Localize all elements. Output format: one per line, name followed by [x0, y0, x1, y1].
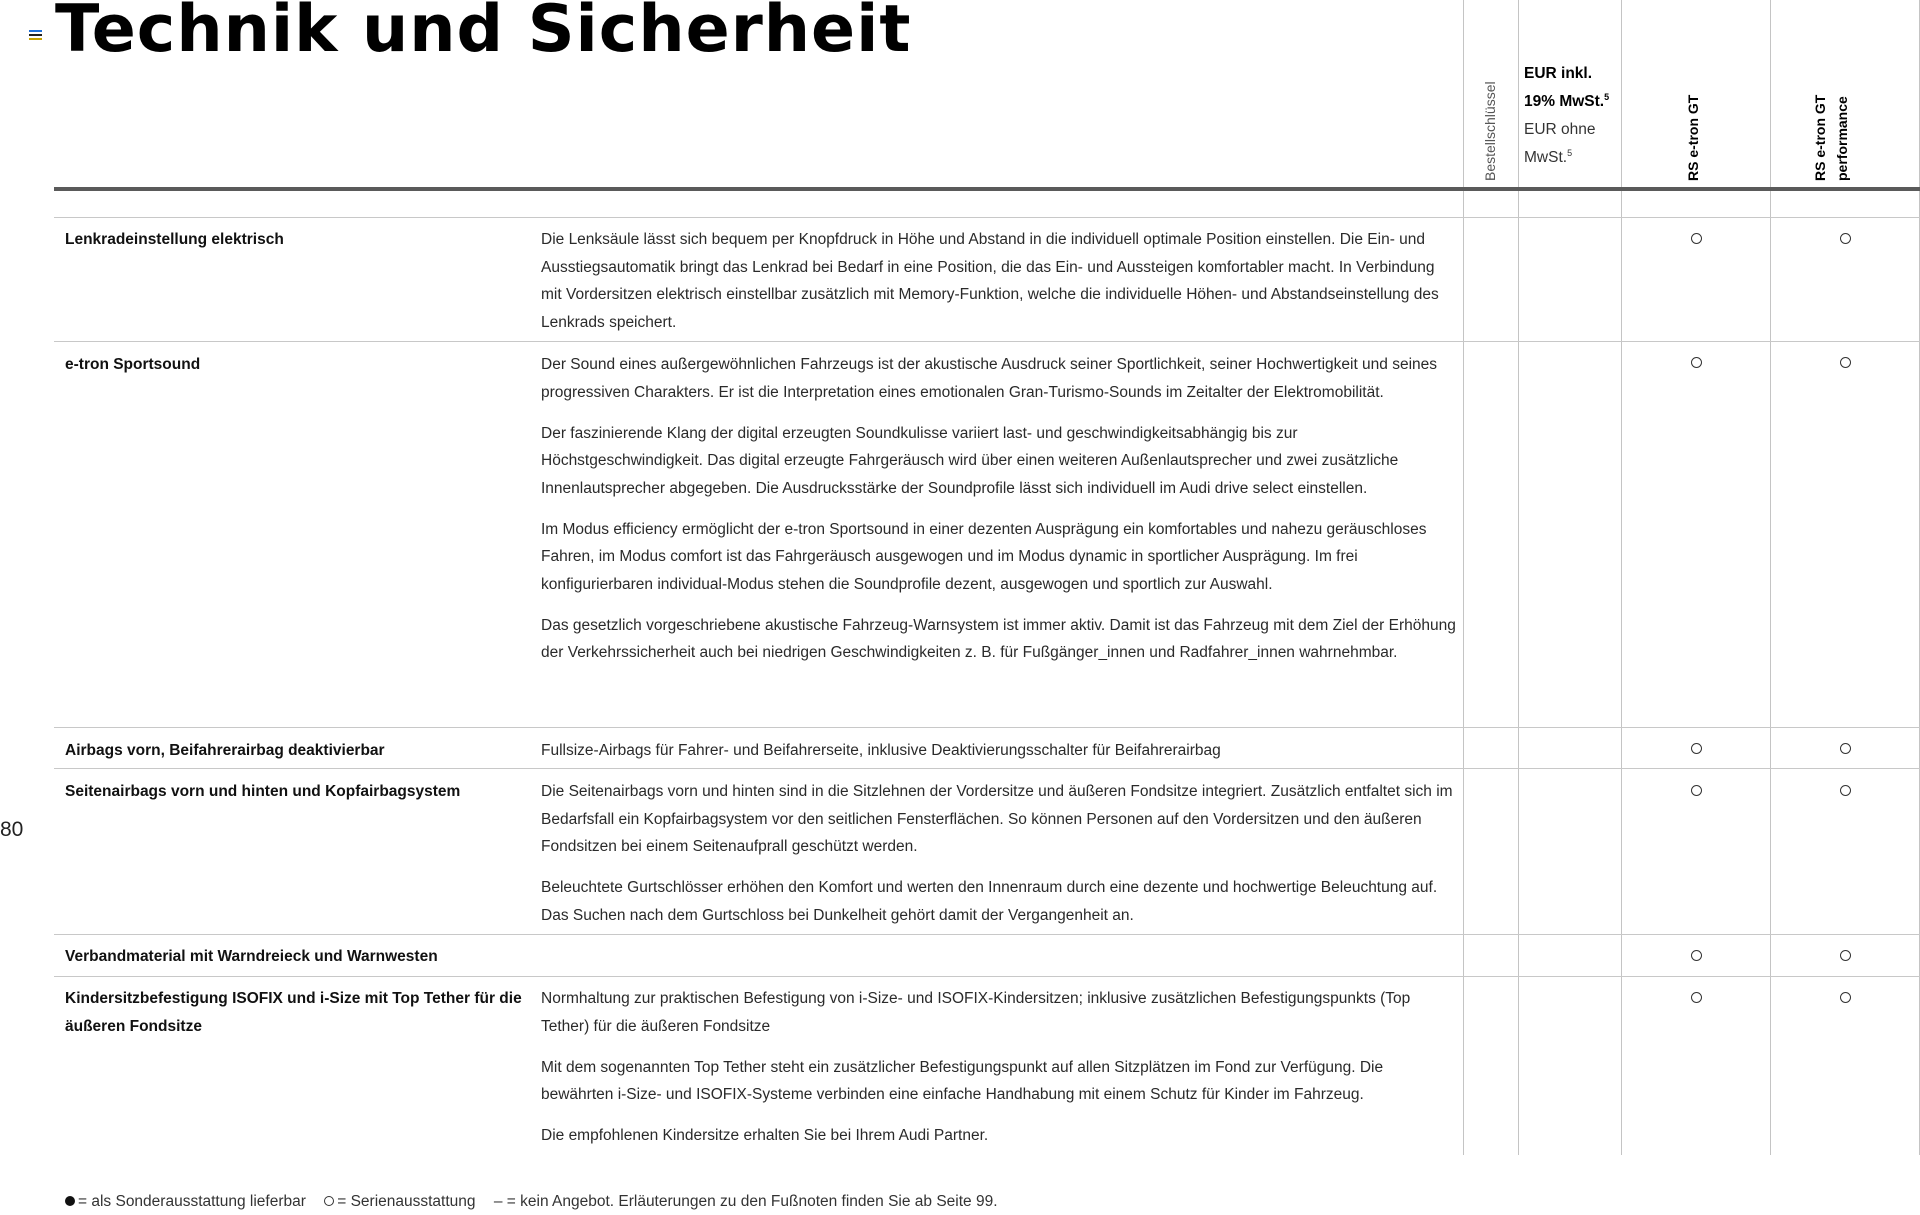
- description-paragraph: Mit dem sogenannten Top Tether steht ein zusätzlicher Befestigungspunkt auf allen Sitzplätzen im Fond zur Verfügung. Die bewährten i-Size- und ISOFIX-Systeme verbinden eine einfache Handhabung mit einem Schutz für Kinder im Fahrzeug.: [541, 1058, 1384, 1103]
- feature-name: Airbags vorn, Beifahrerairbag deaktivierbar: [65, 742, 385, 759]
- column-divider: [1621, 0, 1622, 1155]
- description-paragraph: Im Modus efficiency ermöglicht der e-tron Sportsound in einer dezenten Ausprägung ein komfortables und nahezu geräuschloses Fahren, im Modus comfort ist das Fahrgeräusch ausgewogen und im Modus dynamic in sportlicher Ausprägung. Im frei konfigurierbaren individual-Modus stehen die Soundprofile dezent, ausgewogen und sportlich zur Auswahl.: [541, 520, 1427, 593]
- description-paragraph: Die Lenksäule lässt sich bequem per Knopfdruck in Höhe und Abstand in die individuell optimale Position einstellen. Die Ein- und Ausstiegsautomatik bringt das Lenkrad bei Bedarf in eine Position, die das Ein- und Aussteigen komfortabler macht. In Verbindung mit Vordersitzen elektrisch einstellbar zusätzlich mit Memory-Funktion, welche die individuelle Höhen- und Abstandseinstellung des Lenkrads speichert.: [541, 231, 1439, 331]
- description-paragraph: Der Sound eines außergewöhnlichen Fahrzeugs ist der akustische Ausdruck seiner Sportlichkeit, seiner Hochwertigkeit und seines progressiven Charakters. Er ist die Interpretation eines emotionalen Gran-Turismo-Sounds im Zeitalter der Elektromobilität.: [541, 356, 1438, 401]
- description-paragraph: Beleuchtete Gurtschlösser erhöhen den Komfort und werten den Innenraum durch eine dezente und hochwertige Beleuchtung auf. Das Suchen nach dem Gurtschloss bei Dunkelheit gehört damit der Vergangenheit an.: [541, 879, 1438, 924]
- description-paragraph: Normhaltung zur praktischen Befestigung von i-Size- und ISOFIX-Kindersitzen; inklusive zusätzlichen Befestigungspunkts (Top Tether) für die äußeren Fondsitze: [541, 990, 1411, 1035]
- standard-equipment-icon: [1691, 357, 1702, 368]
- standard-equipment-icon: [1840, 743, 1851, 754]
- row-divider: [54, 976, 1920, 977]
- feature-name: Seitenairbags vorn und hinten und Kopfairbagsystem: [65, 783, 461, 800]
- feature-description: [541, 778, 1456, 943]
- description-paragraph: Das gesetzlich vorgeschriebene akustische Fahrzeug-Warnsystem ist immer aktiv. Damit ist das Fahrzeug mit dem Ziel der Erhöhung der Verkehrssicherheit auch bei niedrigen Geschwindigkeiten z. B. für Fußgänger_innen und Radfahrer_innen wahrnehmbar.: [541, 616, 1456, 661]
- legend-none: – = kein Angebot. Erläuterungen zu den Fußnoten finden Sie ab Seite 99.: [493, 1193, 998, 1210]
- row-divider: [54, 217, 1920, 218]
- feature-description: [541, 985, 1456, 1163]
- standard-equipment-icon: [1691, 992, 1702, 1003]
- footnote-mark: 5: [1567, 147, 1573, 158]
- column-divider: [1770, 0, 1771, 1155]
- description-paragraph: Die empfohlenen Kindersitze erhalten Sie bei Ihrem Audi Partner.: [541, 1127, 989, 1144]
- standard-equipment-icon: [1840, 233, 1851, 244]
- standard-equipment-icon: [324, 1196, 334, 1206]
- standard-equipment-icon: [1840, 950, 1851, 961]
- feature-name: e-tron Sportsound: [65, 356, 201, 373]
- standard-equipment-icon: [1691, 743, 1702, 754]
- feature-description: [541, 226, 1456, 350]
- row-divider: [54, 934, 1920, 935]
- price-incl-label-2: 19% MwSt.: [1524, 93, 1605, 110]
- feature-description: [541, 351, 1456, 680]
- description-paragraph: Die Seitenairbags vorn und hinten sind in die Sitzlehnen der Vordersitze und äußeren Fondsitze integriert. Zusätzlich entfaltet sich im Bedarfsfall ein Kopfairbagsystem vor den seitlichen Fensterflächen. So können Personen auf den Vordersitzen und den äußeren Fondsitzen bei einem Seitenaufprall geschützt werden.: [541, 783, 1453, 855]
- description-paragraph: Fullsize-Airbags für Fahrer- und Beifahrerseite, inklusive Deaktivierungsschalter für Beifahrerairbag: [541, 742, 1221, 759]
- legend: [65, 1193, 998, 1211]
- page-title: Technik und Sicherheit: [55, 0, 912, 67]
- standard-equipment-icon: [1840, 992, 1851, 1003]
- price-excl-label-1: EUR ohne: [1524, 121, 1596, 138]
- column-header-order-key: Bestellschlüssel: [1482, 81, 1498, 181]
- description-paragraph: Der faszinierende Klang der digital erzeugten Soundkulisse variiert last- und geschwindigkeitsabhängig bis zur Höchstgeschwindigkeit. Das digital erzeugte Fahrgeräusch wird über einen weiteren Außenlautsprecher und zwei zusätzliche Innenlautsprecher abgegeben. Die Ausdrucksstärke der Soundprofile lässt sich individuell im Audi drive select einstellen.: [541, 424, 1399, 497]
- header-rule: [54, 187, 1920, 191]
- menu-icon[interactable]: [29, 30, 42, 42]
- page-number: 80: [0, 818, 24, 841]
- feature-name: Lenkradeinstellung elektrisch: [65, 231, 284, 248]
- legend-standard: = Serienausstattung: [337, 1193, 476, 1210]
- row-divider: [54, 768, 1920, 769]
- price-incl-label-1: EUR inkl.: [1524, 65, 1593, 82]
- standard-equipment-icon: [1691, 785, 1702, 796]
- legend-optional: = als Sonderausstattung lieferbar: [78, 1193, 306, 1210]
- column-header-rs-etron-gt-performance-line2: performance: [1834, 96, 1850, 181]
- standard-equipment-icon: [1691, 950, 1702, 961]
- feature-description: [541, 737, 1456, 778]
- column-header-rs-etron-gt-performance-line1: RS e-tron GT: [1812, 94, 1828, 181]
- column-header-price: [1524, 60, 1616, 172]
- row-divider: [54, 341, 1920, 342]
- standard-equipment-icon: [1691, 233, 1702, 244]
- column-header-rs-etron-gt: RS e-tron GT: [1685, 94, 1701, 181]
- feature-name: Verbandmaterial mit Warndreieck und Warnwesten: [65, 948, 438, 965]
- feature-name: Kindersitzbefestigung ISOFIX und i-Size mit Top Tether für die äußeren Fondsitze: [65, 990, 522, 1035]
- standard-equipment-icon: [1840, 357, 1851, 368]
- column-divider: [1463, 0, 1464, 1155]
- row-divider: [54, 727, 1920, 728]
- standard-equipment-icon: [1840, 785, 1851, 796]
- footnote-mark: 5: [1604, 91, 1610, 102]
- price-excl-label-2: MwSt.: [1524, 149, 1568, 166]
- column-divider: [1518, 0, 1519, 1155]
- optional-equipment-icon: [65, 1196, 75, 1206]
